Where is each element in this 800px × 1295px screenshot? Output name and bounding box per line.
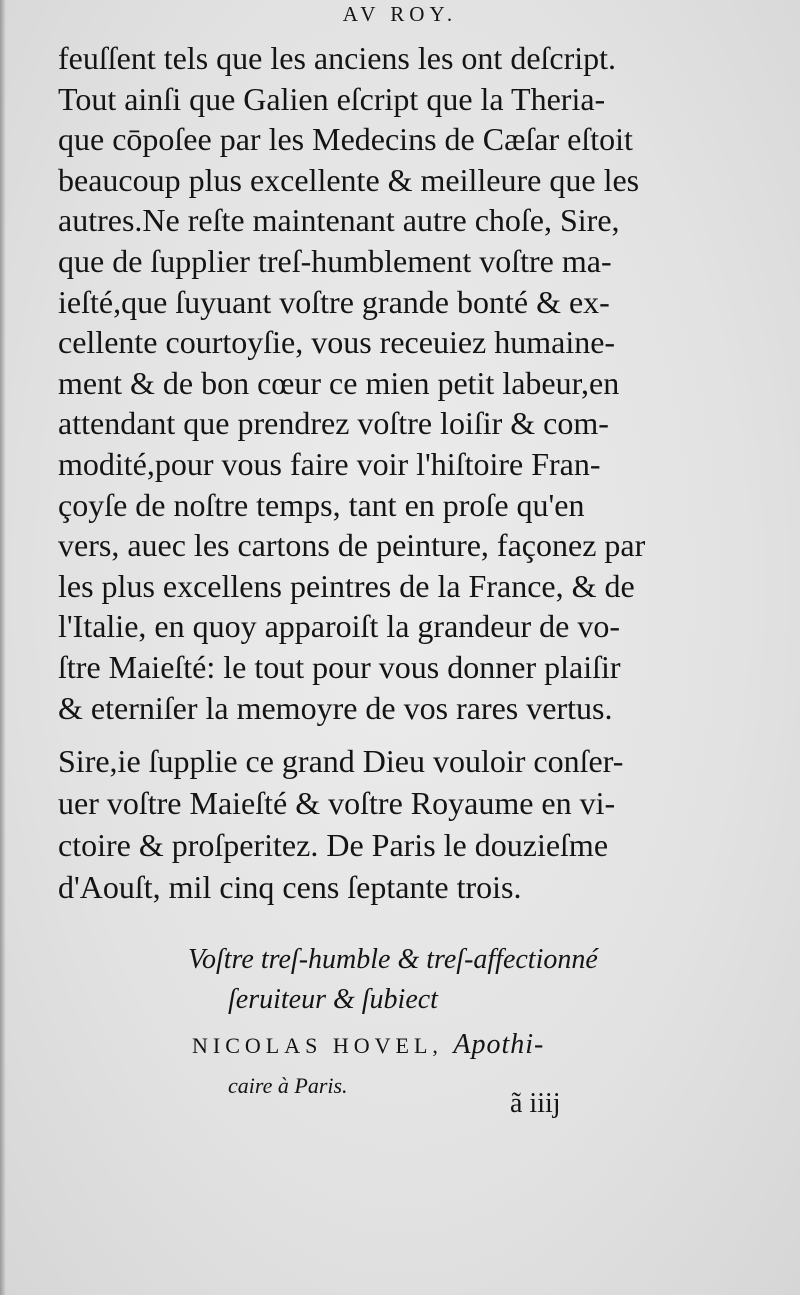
signature-servant-line: ſeruiteur & ſubiect bbox=[228, 984, 438, 1015]
text-line: modité,pour vous faire voir l'hiſtoire Fran- bbox=[58, 445, 601, 482]
printer-signature-mark: ã iiij bbox=[510, 1088, 561, 1119]
text-line: d'Aouſt, mil cinq cens ſeptante trois. bbox=[58, 869, 522, 905]
running-header: AV ROY. bbox=[342, 2, 458, 26]
text-line: ctoire & proſperitez. De Paris le douzieſme bbox=[58, 827, 609, 863]
text-line: que cōpoſee par les Medecins de Cæſar eſtoit bbox=[58, 121, 633, 158]
text-line: les plus excellens peintres de la France, & de bbox=[58, 567, 635, 604]
closing-paragraph bbox=[58, 740, 698, 908]
text-line: uer voſtre Maieſté & voſtre Royaume en vi- bbox=[58, 785, 616, 821]
signature-salutation: Voſtre treſ-humble & treſ-affectionné bbox=[188, 944, 598, 975]
author-name: NICOLAS HOVEL, bbox=[192, 1033, 443, 1058]
signature-block bbox=[188, 940, 708, 1101]
page-edge-shadow bbox=[0, 0, 6, 1295]
text-line: vers, auec les cartons de peinture, façonez par bbox=[58, 527, 646, 564]
text-line: que de ſupplier treſ-humblement voſtre ma- bbox=[58, 242, 612, 279]
author-title-continued: caire à Paris. bbox=[228, 1073, 348, 1098]
text-line: beaucoup plus excellente & meilleure que les bbox=[58, 161, 640, 198]
text-line: ſtre Maieſté: le tout pour vous donner plaiſir bbox=[58, 648, 621, 685]
text-line: Tout ainſi que Galien eſcript que la Theria- bbox=[58, 80, 606, 117]
text-line: & eterniſer la memoyre de vos rares vertus. bbox=[58, 689, 613, 726]
dedication-paragraph bbox=[58, 38, 698, 728]
text-line: cellente courtoyſie, vous receuiez humaine- bbox=[58, 324, 616, 361]
text-line: Sire,ie ſupplie ce grand Dieu vouloir conſer- bbox=[58, 743, 624, 779]
author-title: Apothi- bbox=[453, 1029, 545, 1060]
text-line: l'Italie, en quoy apparoiſt la grandeur de vo- bbox=[58, 608, 620, 645]
signature-name-line bbox=[192, 1020, 708, 1071]
text-line: autres.Ne reſte maintenant autre choſe, Sire, bbox=[58, 202, 620, 239]
text-line: çoyſe de noſtre temps, tant en proſe qu'en bbox=[58, 486, 585, 523]
text-line: attendant que prendrez voſtre loiſir & com- bbox=[58, 405, 609, 442]
text-line: ieſté,que ſuyuant voſtre grande bonté & ex- bbox=[58, 283, 610, 320]
text-line: feuſſent tels que les anciens les ont deſcript. bbox=[58, 40, 617, 76]
text-line: ment & de bon cœur ce mien petit labeur,en bbox=[58, 364, 620, 401]
